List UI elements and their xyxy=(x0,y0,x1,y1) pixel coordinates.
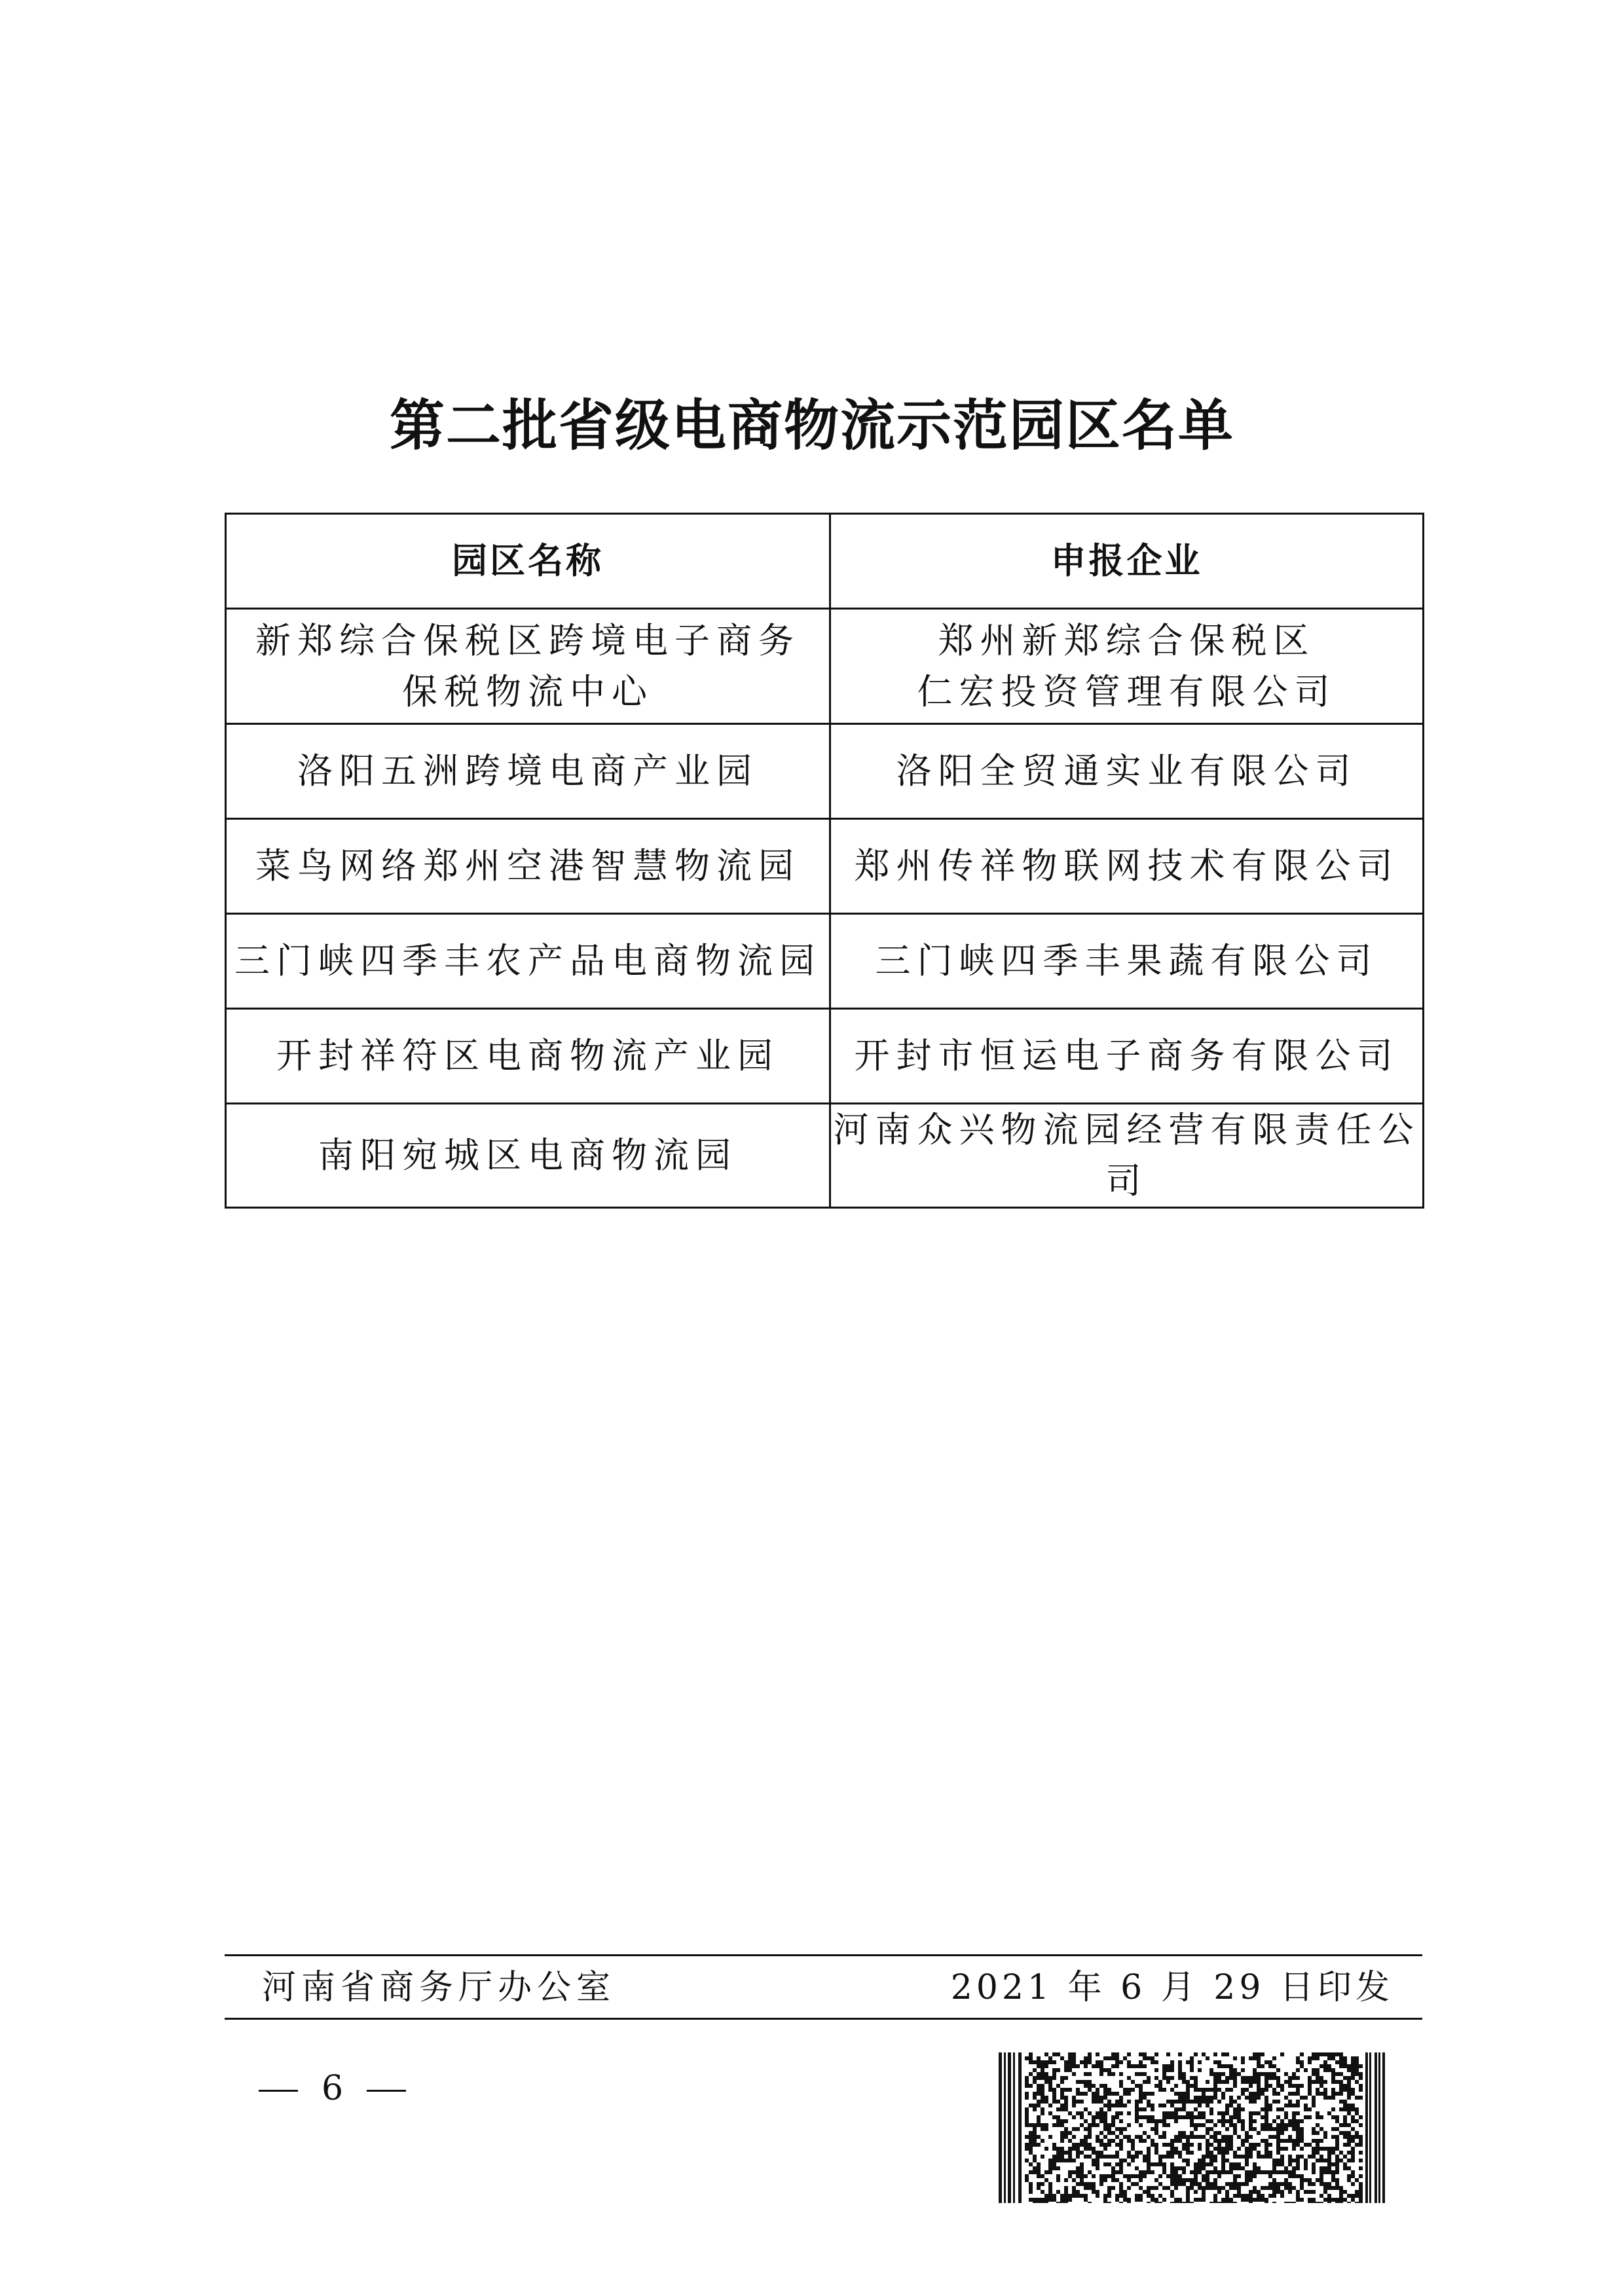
footer-divider-top xyxy=(225,1954,1422,1956)
dash-right xyxy=(367,2090,406,2092)
table-row xyxy=(226,819,1424,914)
header-applicant-company: 申报企业 xyxy=(830,514,1424,609)
company-cell: 三门峡四季丰果蔬有限公司 xyxy=(830,914,1424,1009)
issue-date: 2021 年 6 月 29 日印发 xyxy=(950,1968,1393,2007)
park-name-cell: 菜鸟网络郑州空港智慧物流园 xyxy=(226,819,830,914)
issuer-name: 河南省商务厅办公室 xyxy=(262,1968,616,2007)
page-number xyxy=(259,2062,406,2115)
park-name-cell: 洛阳五洲跨境电商产业园 xyxy=(226,724,830,819)
footer-divider-bottom xyxy=(225,2018,1422,2020)
park-name-cell xyxy=(226,609,830,724)
table-row xyxy=(226,609,1424,724)
2d-barcode-icon xyxy=(999,2052,1385,2203)
park-name-cell: 南阳宛城区电商物流园 xyxy=(226,1104,830,1208)
table-row xyxy=(226,724,1424,819)
park-name-cell: 三门峡四季丰农产品电商物流园 xyxy=(226,914,830,1009)
table-row xyxy=(226,1009,1424,1104)
company-line: 仁宏投资管理有限公司 xyxy=(917,670,1337,712)
dash-left xyxy=(259,2090,298,2092)
header-park-name: 园区名称 xyxy=(226,514,830,609)
company-cell: 洛阳全贸通实业有限公司 xyxy=(830,724,1424,819)
company-cell: 郑州传祥物联网技术有限公司 xyxy=(830,819,1424,914)
table-row xyxy=(226,1104,1424,1208)
company-cell: 开封市恒运电子商务有限公司 xyxy=(830,1009,1424,1104)
park-name-line: 新郑综合保税区跨境电子商务 xyxy=(255,619,800,661)
park-name-cell: 开封祥符区电商物流产业园 xyxy=(226,1009,830,1104)
company-line: 郑州新郑综合保税区 xyxy=(938,619,1316,661)
company-cell xyxy=(830,609,1424,724)
park-list-table xyxy=(225,513,1424,1209)
table-row xyxy=(226,914,1424,1009)
company-cell: 河南众兴物流园经营有限责任公司 xyxy=(830,1104,1424,1208)
table-header-row xyxy=(226,514,1424,609)
document-title: 第二批省级电商物流示范园区名单 xyxy=(389,393,1234,458)
page-number-value: 6 xyxy=(322,2069,344,2108)
park-name-line: 保税物流中心 xyxy=(402,670,654,712)
